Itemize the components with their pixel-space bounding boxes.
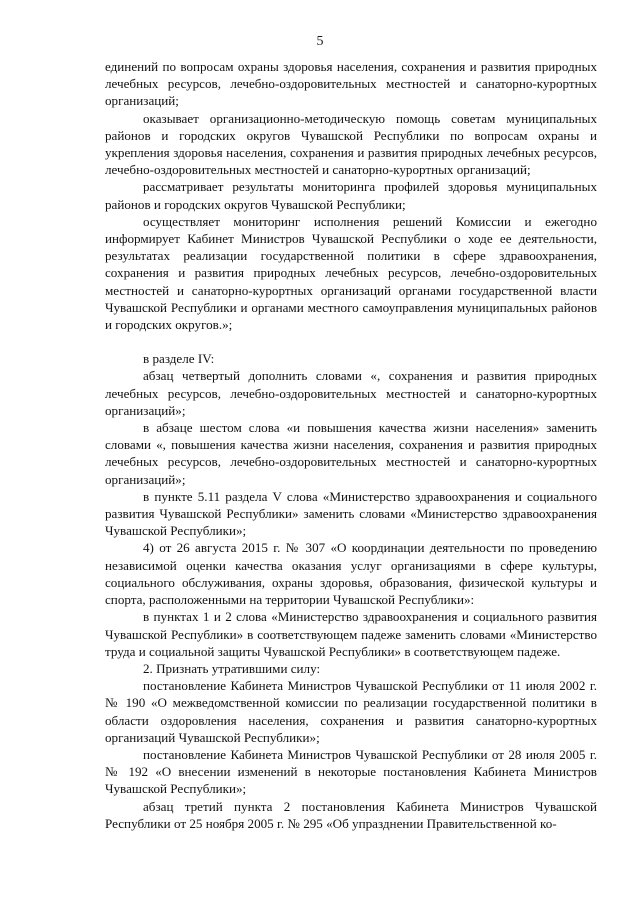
paragraph: 4) от 26 августа 2015 г. № 307 «О координации деятельности по проведению независимой оценки качества оказания услуг организациями в сфере культуры, социального обслуживания, охраны здоровья, образования, физической культуры и спорта, расположенными на территории Чувашской Республики»: xyxy=(105,540,597,608)
paragraph: абзац четвертый дополнить словами «, сохранения и развития природных лечебных ресурсов, лечебно-оздоровительных местностей и санаторно-курортных организаций»; xyxy=(105,368,597,418)
document-body xyxy=(105,58,597,832)
paragraph: постановление Кабинета Министров Чувашской Республики от 11 июля 2002 г. № 190 «О межведомственной комиссии по реализации государственной политики в области оздоровления населения, сохранения и развития санаторно-курортных организаций Чувашской Республики»; xyxy=(105,678,597,745)
page-number: 5 xyxy=(316,34,324,49)
paragraph: осуществляет мониторинг исполнения решений Комиссии и ежегодно информирует Кабинет Министров Чувашской Республики о ходе ее деятельности, результатах реализации государственной политики в сфере здравоохранения, сохранения и развития природных лечебных ресурсов, лечебно-оздоровительных местностей и санаторно-курортных организаций органами государственной власти Чувашской Республики и органами местного самоуправления муниципальных районов и городских округов.»; xyxy=(105,213,597,333)
paragraph: в пункте 5.11 раздела V слова «Министерство здравоохранения и социального развития Чувашской Республики» заменить словами «Министерство здравоохранения Чувашской Республики»; xyxy=(105,488,597,539)
paragraph: рассматривает результаты мониторинга профилей здоровья муниципальных районов и городских округов Чувашской Республики; xyxy=(105,179,597,212)
paragraph: абзац третий пункта 2 постановления Кабинета Министров Чувашской Республики от 25 ноября 2005 г. № 295 «Об упразднении Правительственной ко- xyxy=(105,798,597,831)
paragraph: в пунктах 1 и 2 слова «Министерство здравоохранения и социального развития Чувашской Республики» в соответствующем падеже заменить словами «Министерство труда и социальной защиты Чувашской Республики» в соответствующем падеже. xyxy=(105,609,597,659)
paragraph: единений по вопросам охраны здоровья населения, сохранения и развития природных лечебных ресурсов, лечебно-оздоровительных местностей и санаторно-курортных организаций; xyxy=(105,59,597,109)
paragraph: оказывает организационно-методическую помощь советам муниципальных районов и городских округов Чувашской Республики по вопросам охраны и укрепления здоровья населения, сохранения и развития природных лечебных ресурсов, лечебно-оздоровительных местностей и санаторно-курортных организаций; xyxy=(105,110,597,178)
paragraph: в абзаце шестом слова «и повышения качества жизни населения» заменить словами «, повышения качества жизни населения, сохранения и развития природных лечебных ресурсов, лечебно-оздоровительных местностей и санаторно-курортных организаций»; xyxy=(105,420,597,487)
paragraph: постановление Кабинета Министров Чувашской Республики от 28 июля 2005 г. № 192 «О внесении изменений в некоторые постановления Кабинета Министров Чувашской Республики»; xyxy=(105,746,597,797)
paragraph: в разделе IV: xyxy=(143,351,215,367)
paragraph: 2. Признать утратившими силу: xyxy=(143,660,321,676)
